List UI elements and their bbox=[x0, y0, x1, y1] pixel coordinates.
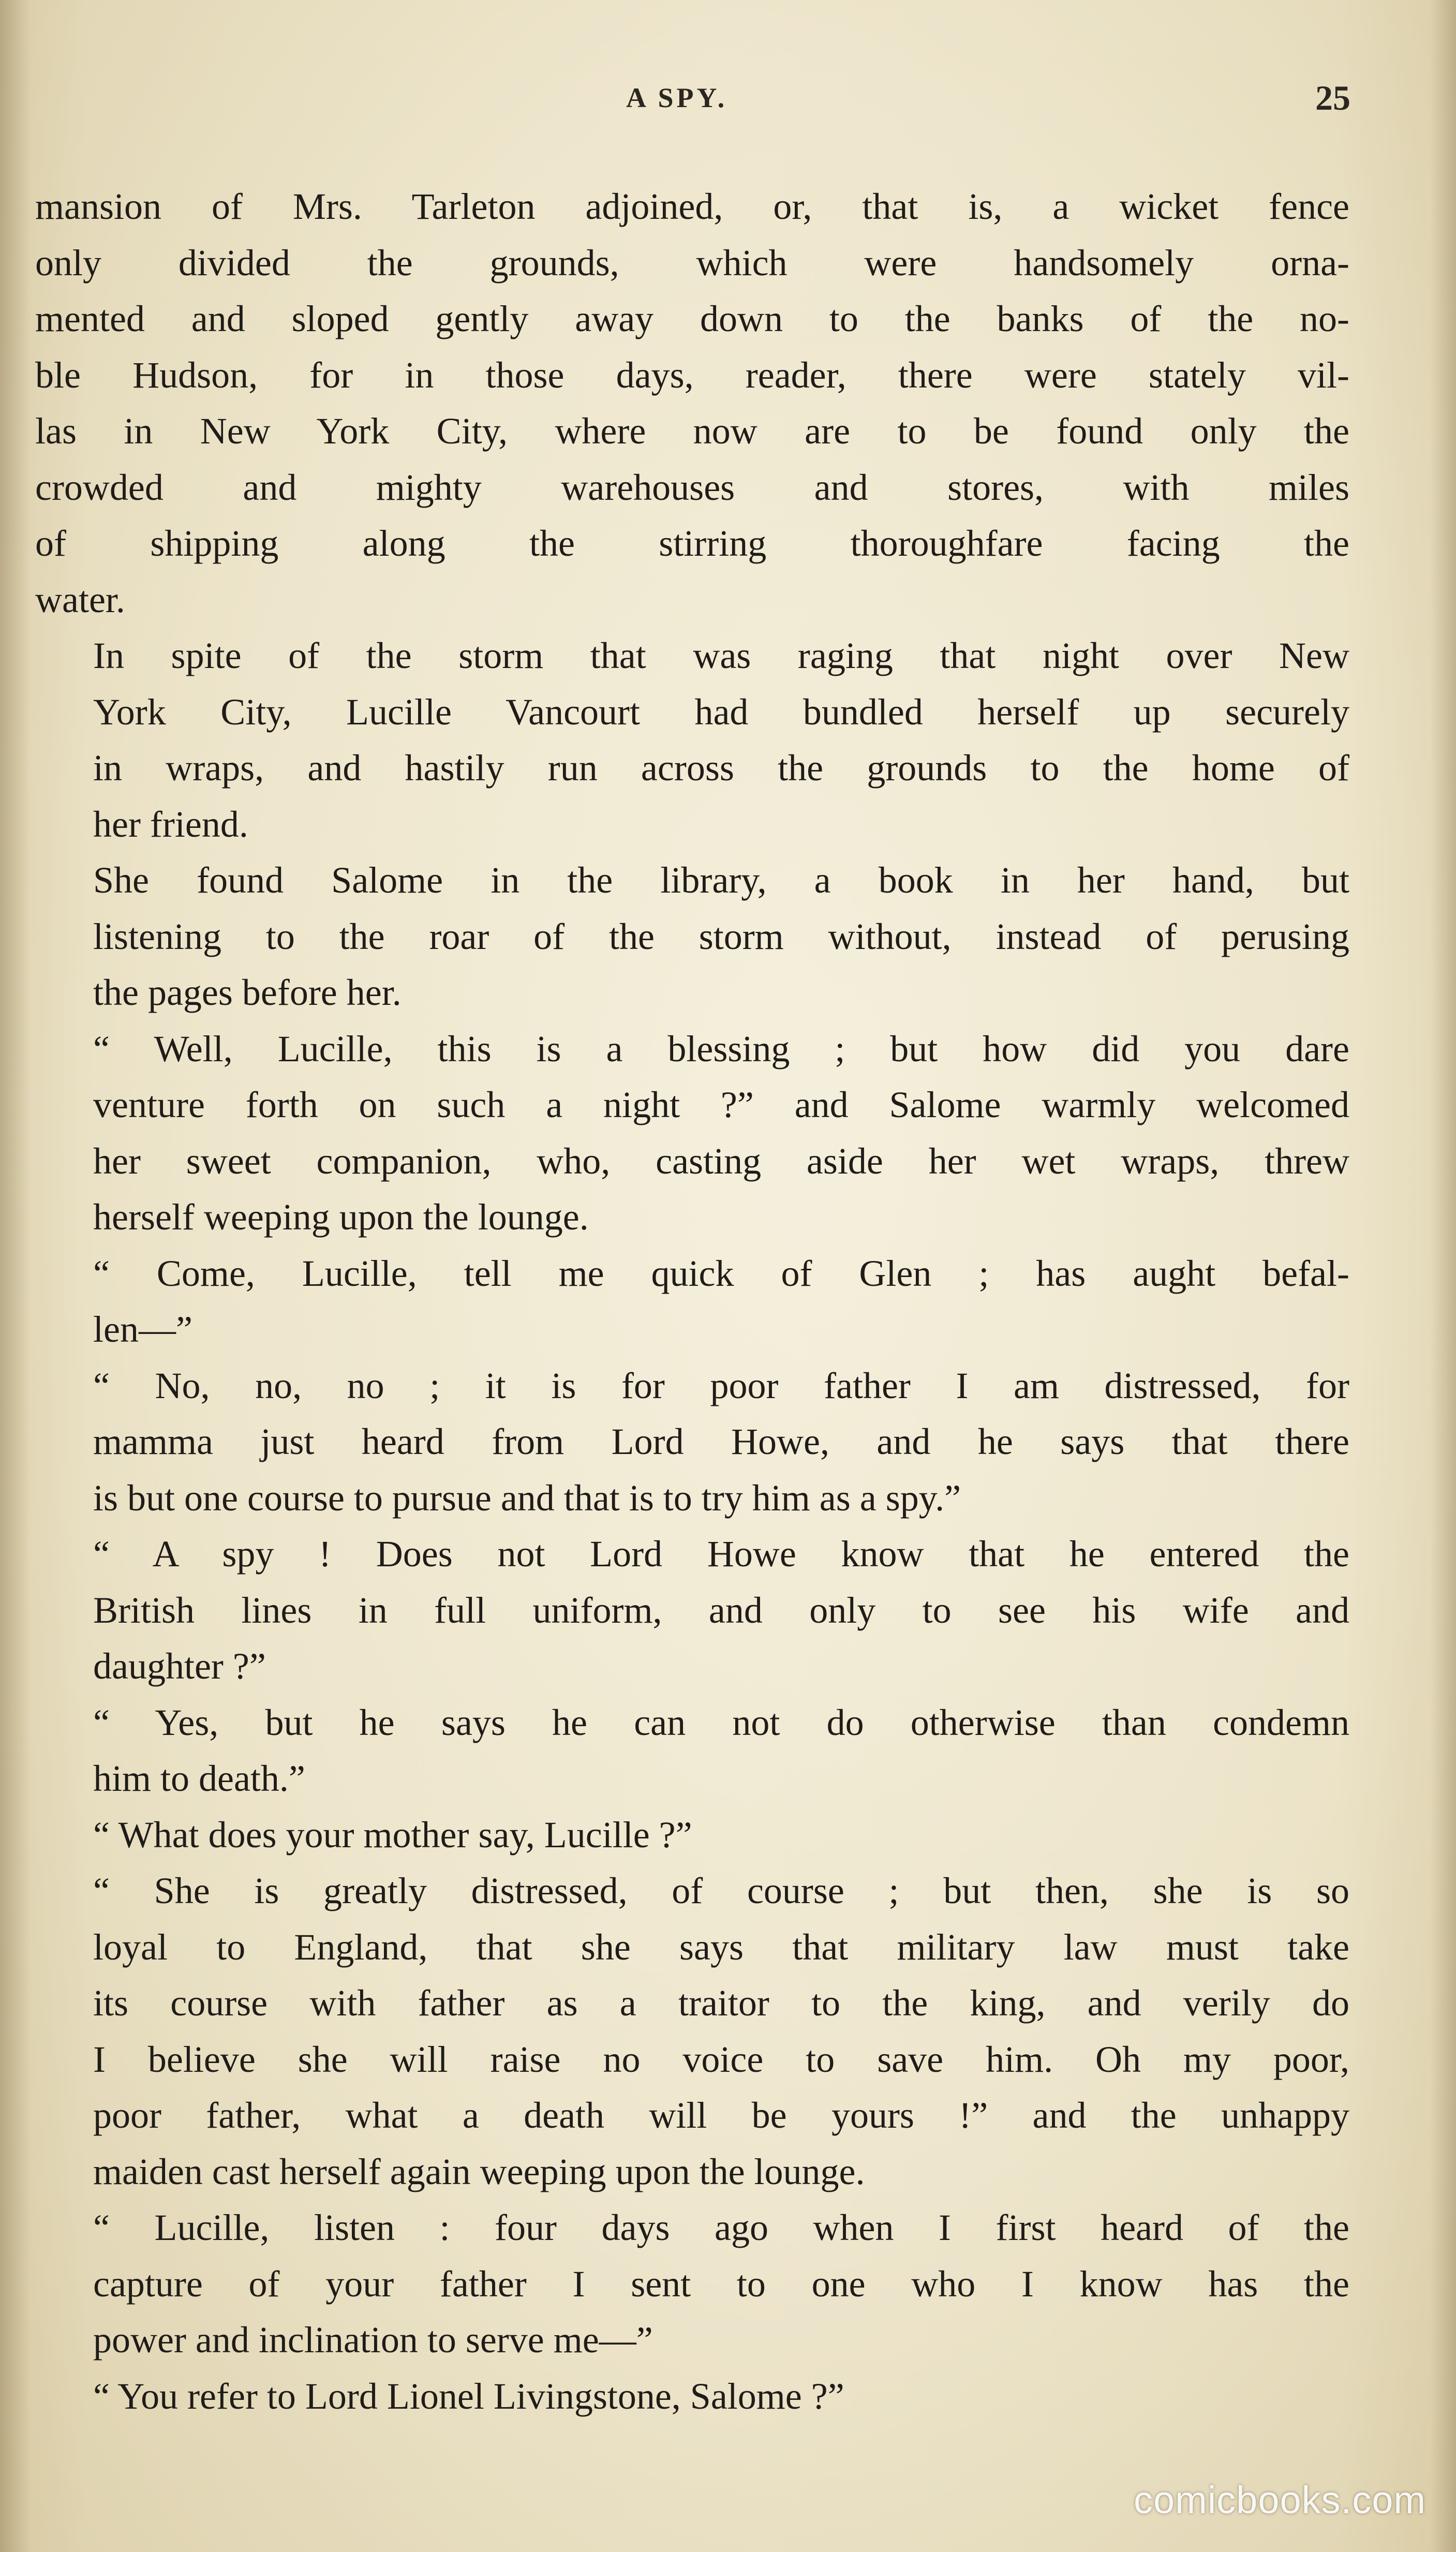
text-line: “ Well, Lucille, this is a blessing ; but how did you dare bbox=[93, 1028, 1349, 1070]
text-line: maiden cast herself again weeping upon the lounge. bbox=[93, 2150, 865, 2192]
text-line: mamma just heard from Lord Howe, and he says that there bbox=[93, 1421, 1349, 1462]
text-line: len—” bbox=[93, 1309, 192, 1350]
page-edge-right bbox=[1430, 0, 1456, 2552]
text-line: “ What does your mother say, Lucille ?” bbox=[93, 1814, 692, 1856]
page-edge-left bbox=[0, 0, 31, 2552]
page-number: 25 bbox=[1315, 78, 1350, 117]
text-line: I believe she will raise no voice to save him. Oh my poor, bbox=[93, 2038, 1349, 2080]
text-line: ble Hudson, for in those days, reader, there were stately vil- bbox=[35, 354, 1349, 396]
running-title: A SPY. bbox=[626, 82, 728, 113]
text-line: is but one course to pursue and that is to try him as a spy.” bbox=[93, 1477, 961, 1519]
paragraph bbox=[35, 1358, 1349, 1526]
text-line: She found Salome in the library, a book in her hand, but bbox=[93, 859, 1349, 901]
paragraph bbox=[35, 628, 1349, 852]
text-line: In spite of the storm that was raging that night over New bbox=[93, 635, 1349, 676]
text-line: capture of your father I sent to one who I know has the bbox=[93, 2263, 1349, 2305]
text-line: daughter ?” bbox=[93, 1645, 266, 1687]
watermark: comicbooks.com bbox=[1133, 2479, 1426, 2521]
paragraph bbox=[35, 852, 1349, 1021]
text-line: of shipping along the stirring thoroughfare facing the bbox=[35, 523, 1349, 564]
page-header bbox=[36, 78, 1350, 124]
text-line: its course with father as a traitor to the king, and verily do bbox=[93, 1982, 1349, 2024]
body-text bbox=[35, 179, 1349, 2424]
paragraph bbox=[35, 1695, 1349, 1807]
text-line: venture forth on such a night ?” and Salome warmly welcomed bbox=[93, 1084, 1349, 1125]
text-line: her sweet companion, who, casting aside her wet wraps, threw bbox=[93, 1140, 1349, 1182]
text-line: loyal to England, that she says that military law must take bbox=[93, 1926, 1349, 1968]
text-line: “ You refer to Lord Lionel Livingstone, Salome ?” bbox=[93, 2375, 844, 2417]
text-line: him to death.” bbox=[93, 1758, 305, 1799]
text-line: poor father, what a death will be yours !” and the unhappy bbox=[93, 2095, 1349, 2136]
text-line: “ Lucille, listen : four days ago when I first heard of the bbox=[93, 2207, 1349, 2248]
text-line: the pages before her. bbox=[93, 972, 402, 1013]
text-line: York City, Lucille Vancourt had bundled herself up securely bbox=[93, 691, 1349, 733]
text-line: “ Come, Lucille, tell me quick of Glen ; has aught befal- bbox=[93, 1252, 1349, 1294]
paragraph bbox=[35, 1021, 1349, 1245]
text-line: in wraps, and hastily run across the grounds to the home of bbox=[93, 747, 1349, 789]
text-line: herself weeping upon the lounge. bbox=[93, 1196, 589, 1238]
text-line: crowded and mighty warehouses and stores, with miles bbox=[35, 466, 1349, 508]
text-line: “ Yes, but he says he can not do otherwise than condemn bbox=[93, 1701, 1349, 1743]
text-line: only divided the grounds, which were handsomely orna- bbox=[35, 242, 1349, 284]
paragraph bbox=[35, 1245, 1349, 1358]
text-line: power and inclination to serve me—” bbox=[93, 2319, 653, 2361]
paragraph bbox=[35, 179, 1349, 628]
text-line: British lines in full uniform, and only to see his wife and bbox=[93, 1589, 1349, 1631]
text-line: “ No, no, no ; it is for poor father I am distressed, for bbox=[93, 1364, 1349, 1406]
paragraph bbox=[35, 1807, 1349, 1863]
text-line: her friend. bbox=[93, 803, 248, 845]
text-line: water. bbox=[35, 578, 125, 620]
paragraph bbox=[35, 1863, 1349, 2200]
text-line: mansion of Mrs. Tarleton adjoined, or, that is, a wicket fence bbox=[35, 186, 1349, 227]
text-line: mented and sloped gently away down to the banks of the no- bbox=[35, 298, 1349, 339]
text-line: las in New York City, where now are to be found only the bbox=[35, 410, 1349, 452]
text-line: “ A spy ! Does not Lord Howe know that he entered the bbox=[93, 1533, 1349, 1575]
text-line: “ She is greatly distressed, of course ; but then, she is so bbox=[93, 1870, 1349, 1911]
paragraph bbox=[35, 2368, 1349, 2425]
text-line: listening to the roar of the storm without, instead of perusing bbox=[93, 915, 1349, 957]
paragraph bbox=[35, 1526, 1349, 1695]
paragraph bbox=[35, 2200, 1349, 2368]
